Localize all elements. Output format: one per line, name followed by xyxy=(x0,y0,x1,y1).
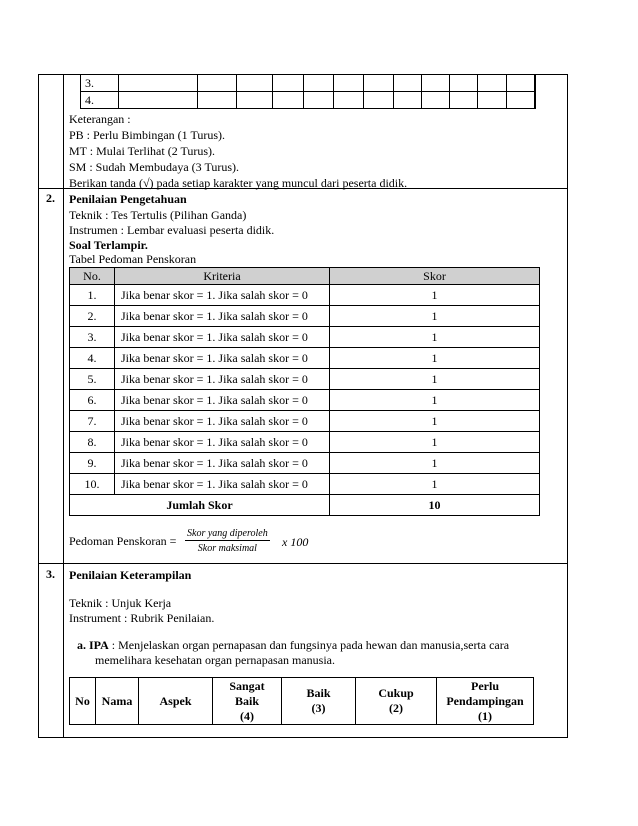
column-header-cukup: Cukup (2) xyxy=(356,678,437,725)
row-number: 3. xyxy=(81,75,119,92)
table-row xyxy=(70,369,540,390)
row-kriteria: Jika benar skor = 1. Jika salah skor = 0 xyxy=(115,432,330,453)
item-a xyxy=(77,637,509,653)
section-title: Penilaian Keterampilan xyxy=(69,568,192,582)
scoring-table xyxy=(69,267,540,516)
row-number: 4. xyxy=(81,92,119,109)
row-skor: 1 xyxy=(330,390,540,411)
row-kriteria: Jika benar skor = 1. Jika salah skor = 0 xyxy=(115,474,330,495)
table-header-row xyxy=(70,268,540,285)
row-no: 2. xyxy=(70,306,115,327)
row-skor: 1 xyxy=(330,411,540,432)
keterangan-line: Berikan tanda (√) pada setiap karakter yang muncul dari peserta didik. xyxy=(69,176,408,190)
row-kriteria: Jika benar skor = 1. Jika salah skor = 0 xyxy=(115,453,330,474)
row-no: 3. xyxy=(70,327,115,348)
table-row xyxy=(70,348,540,369)
table-row xyxy=(70,327,540,348)
row-skor: 1 xyxy=(330,369,540,390)
column-header: No. xyxy=(70,268,115,285)
item-a-prefix: a. IPA xyxy=(77,638,109,652)
column-header-aspek: Aspek xyxy=(139,678,213,725)
row-kriteria: Jika benar skor = 1. Jika salah skor = 0 xyxy=(115,285,330,306)
row-divider-3 xyxy=(38,563,568,564)
teknik-line: Teknik : Unjuk Kerja xyxy=(69,596,172,610)
row-no: 1. xyxy=(70,285,115,306)
item-a-text-cont: memelihara kesehatan organ pernapasan manusia. xyxy=(95,653,336,667)
row-kriteria: Jika benar skor = 1. Jika salah skor = 0 xyxy=(115,390,330,411)
row-skor: 1 xyxy=(330,453,540,474)
skill-rubric-table xyxy=(69,677,534,725)
row-skor: 1 xyxy=(330,306,540,327)
row-no: 4. xyxy=(70,348,115,369)
column-header-baik: Baik (3) xyxy=(282,678,356,725)
row-kriteria: Jika benar skor = 1. Jika salah skor = 0 xyxy=(115,369,330,390)
row-no: 9. xyxy=(70,453,115,474)
row-skor: 1 xyxy=(330,432,540,453)
fraction-denominator: Skor maksimal xyxy=(197,543,257,554)
row-no: 7. xyxy=(70,411,115,432)
column-header-perlu: Perlu Pendampingan (1) xyxy=(437,678,534,725)
table-row xyxy=(70,306,540,327)
table-row xyxy=(70,453,540,474)
table-row xyxy=(70,432,540,453)
keterangan-line: PB : Perlu Bimbingan (1 Turus). xyxy=(69,128,226,142)
table-row xyxy=(70,285,540,306)
total-label: Jumlah Skor xyxy=(70,495,330,516)
column-header-sangat-baik: Sangat Baik (4) xyxy=(213,678,282,725)
row-skor: 1 xyxy=(330,285,540,306)
table-row xyxy=(81,75,536,92)
row-no: 10. xyxy=(70,474,115,495)
row-kriteria: Jika benar skor = 1. Jika salah skor = 0 xyxy=(115,306,330,327)
table-row xyxy=(70,411,540,432)
teknik-line: Teknik : Tes Tertulis (Pilihan Ganda) xyxy=(69,208,247,222)
section-number: 2. xyxy=(46,191,55,205)
score-fraction xyxy=(185,528,270,554)
total-row xyxy=(70,495,540,516)
item-a-text: : Menjelaskan organ pernapasan dan fungsinya pada hewan dan manusia,serta cara xyxy=(108,638,510,652)
row-skor: 1 xyxy=(330,474,540,495)
multiplier: x 100 xyxy=(282,535,309,549)
column-header: Skor xyxy=(330,268,540,285)
row-no: 5. xyxy=(70,369,115,390)
attitude-table xyxy=(80,74,536,109)
keterangan-line: SM : Sudah Membudaya (3 Turus). xyxy=(69,160,240,174)
table-row xyxy=(81,92,536,109)
soal-note: Soal Terlampir. xyxy=(69,238,148,252)
row-kriteria: Jika benar skor = 1. Jika salah skor = 0 xyxy=(115,327,330,348)
row-skor: 1 xyxy=(330,348,540,369)
column-header-nama: Nama xyxy=(96,678,139,725)
fraction-numerator: Skor yang diperoleh xyxy=(187,528,268,539)
row-kriteria: Jika benar skor = 1. Jika salah skor = 0 xyxy=(115,348,330,369)
total-value: 10 xyxy=(330,495,540,516)
column-header-no: No xyxy=(70,678,96,725)
row-no: 8. xyxy=(70,432,115,453)
keterangan-line: MT : Mulai Terlihat (2 Turus). xyxy=(69,144,216,158)
section-title: Penilaian Pengetahuan xyxy=(69,192,187,206)
keterangan-title: Keterangan : xyxy=(69,112,131,126)
table-row xyxy=(70,474,540,495)
row-kriteria: Jika benar skor = 1. Jika salah skor = 0 xyxy=(115,411,330,432)
instrumen-line: Instrumen : Lembar evaluasi peserta didik. xyxy=(69,223,275,237)
pedoman-label: Pedoman Penskoran = xyxy=(69,534,177,548)
row-skor: 1 xyxy=(330,327,540,348)
table-row xyxy=(70,390,540,411)
section-number: 3. xyxy=(46,567,55,581)
column-header: Kriteria xyxy=(115,268,330,285)
row-no: 6. xyxy=(70,390,115,411)
instrument-line: Instrument : Rubrik Penilaian. xyxy=(69,611,215,625)
number-column-divider xyxy=(63,74,64,738)
table-caption: Tabel Pedoman Penskoran xyxy=(69,252,197,266)
table-header-row xyxy=(70,678,534,725)
